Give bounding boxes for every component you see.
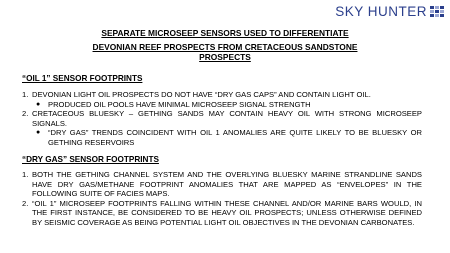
item-number: 2. — [22, 198, 29, 208]
item-number: 1. — [22, 90, 29, 99]
list-item — [22, 109, 422, 128]
item-text: “OIL 1” MICROSEEP FOOTPRINTS FALLING WITHIN THESE CHANNEL AND/OR MARINE BARS WOULD, IN THE FIRST INSTANCE, BE CONSIDERED TO BE HEAVY OIL PROSPECTS; UNLESS OTHERWISE DEFINED BY SEISMIC COVERAGE AS BEING POTENTIAL LIGHT OIL OBJECTIVES IN THE DEVONIAN CARBONATES. — [32, 198, 422, 227]
list-item — [22, 199, 422, 228]
logo-text: SKY HUNTER — [335, 4, 427, 19]
section-heading-oil1: “OIL 1” SENSOR FOOTPRINTS — [22, 74, 143, 83]
logo-grid-icon — [430, 6, 444, 17]
item-text: CRETACEOUS BLUESKY – GETHING SANDS MAY CONTAIN HEAVY OIL WITH STRONG MICROSEEP SIGNALS. — [32, 109, 422, 128]
bullet-item — [36, 128, 422, 147]
slide-title-line2 — [0, 42, 450, 62]
slide-title-line2b: PROSPECTS — [199, 52, 251, 62]
list-item — [22, 90, 422, 100]
bullet-item — [36, 100, 422, 110]
slide-title-line1: SEPARATE MICROSEEP SENSORS USED TO DIFFERENTIATE — [101, 28, 349, 38]
bullet-icon: ● — [36, 129, 41, 137]
bullet-icon: ● — [36, 100, 41, 108]
oil1-list — [22, 90, 422, 148]
item-number: 1. — [22, 170, 29, 179]
item-number: 2. — [22, 109, 29, 119]
item-text: DEVONIAN LIGHT OIL PROSPECTS DO NOT HAVE “DRY GAS CAPS” AND CONTAIN LIGHT OIL. — [32, 90, 371, 99]
slide-title-line2a: DEVONIAN REEF PROSPECTS FROM CRETACEOUS SANDSTONE — [92, 42, 358, 52]
dry-gas-list — [22, 170, 422, 228]
sky-hunter-logo — [335, 4, 444, 19]
bullet-text: PRODUCED OIL POOLS HAVE MINIMAL MICROSEEP SIGNAL STRENGTH — [48, 99, 311, 109]
section-heading-dry-gas: “DRY GAS” SENSOR FOOTPRINTS — [22, 155, 159, 164]
bullet-text: “DRY GAS” TRENDS COINCIDENT WITH OIL 1 ANOMALIES ARE QUITE LIKELY TO BE BLUESKY OR GETHING RESERVOIRS — [48, 128, 422, 147]
item-text: BOTH THE GETHING CHANNEL SYSTEM AND THE OVERLYING BLUESKY MARINE STRANDLINE SANDS HAVE DRY GAS/METHANE FOOTPRINT ANOMALIES THAT ARE MAPPED AS “ENVELOPES” IN THE FOLLOWING SUITE OF FACIES MAPS. — [32, 170, 422, 199]
list-item — [22, 170, 422, 199]
